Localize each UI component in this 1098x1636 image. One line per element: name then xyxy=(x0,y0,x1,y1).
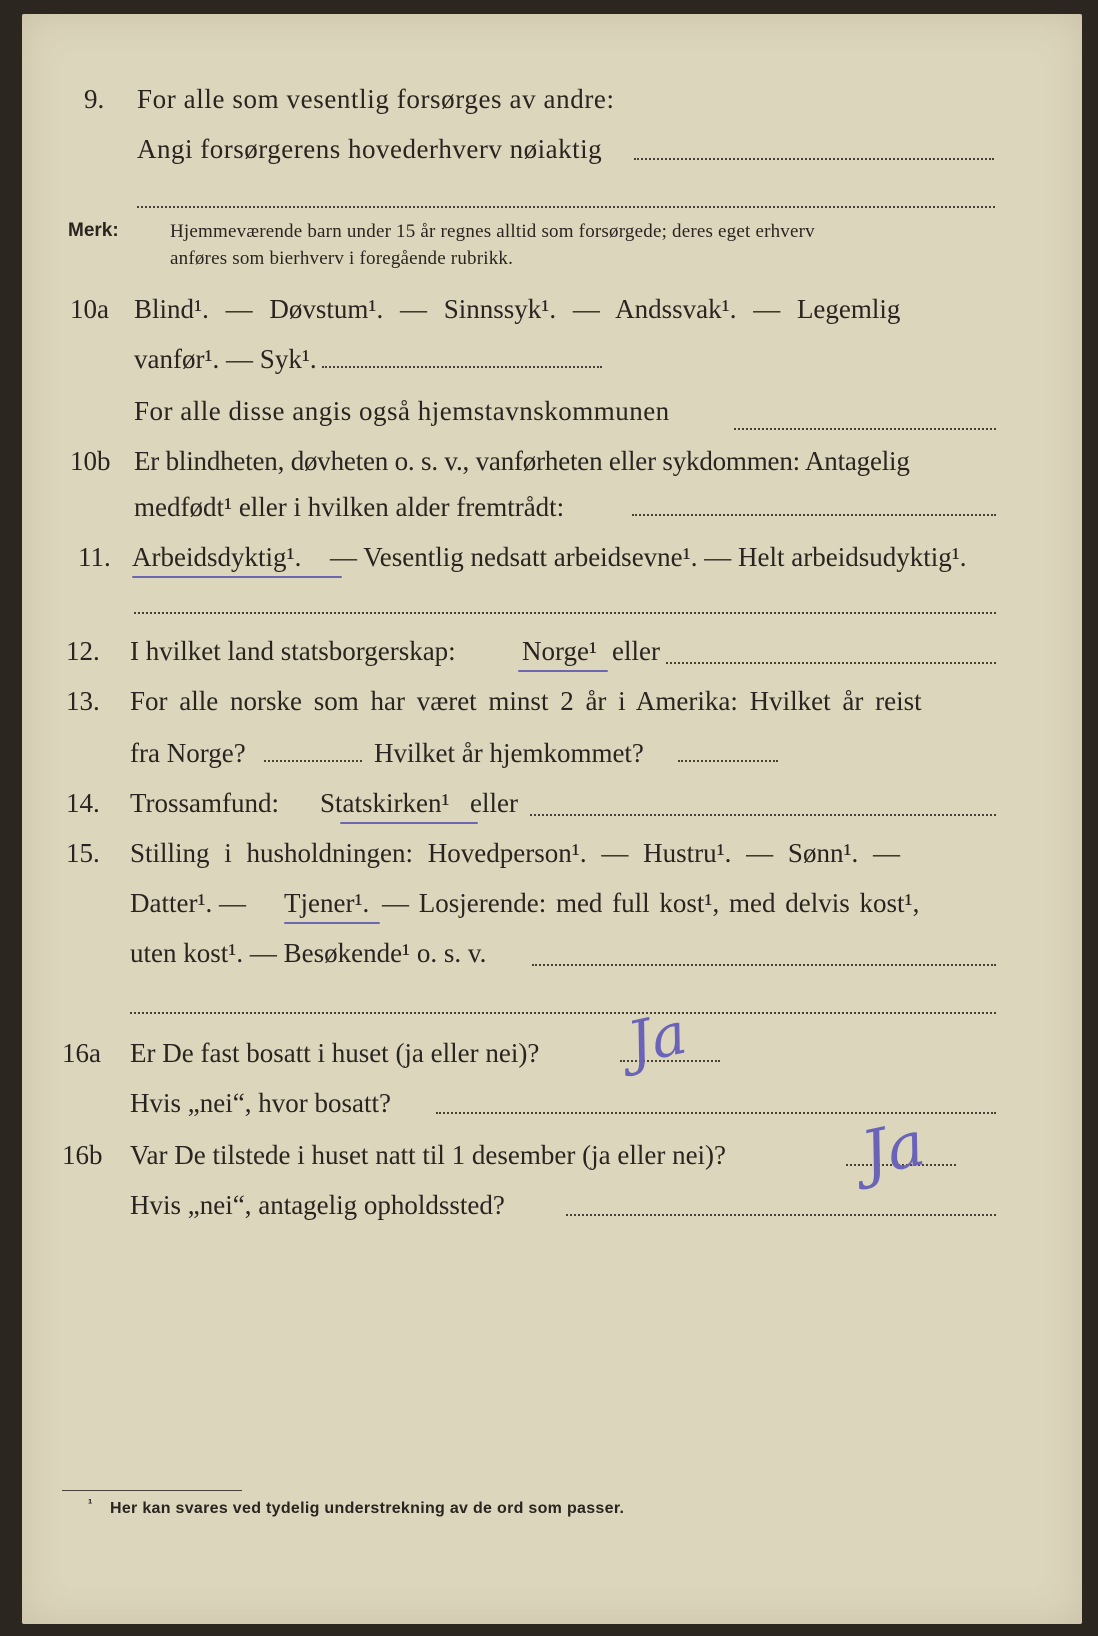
footnote-rule xyxy=(62,1490,242,1491)
q16a-number: 16a xyxy=(62,1038,101,1068)
q10b-answer-line xyxy=(632,514,996,516)
q15-line3: uten kost¹. — Besøkende¹ o. s. v. xyxy=(130,938,487,968)
q12-pencil-underline xyxy=(518,670,608,672)
q16b-question: Var De tilstede i huset natt til 1 desember (ja eller nei)? xyxy=(130,1140,727,1170)
q9-line1: For alle som vesentlig forsørges av andre: xyxy=(137,84,615,114)
q15-datter: Datter¹. — xyxy=(130,888,247,918)
q14-option-eller: eller xyxy=(470,788,518,818)
q16a-question: Er De fast bosatt i huset (ja eller nei)? xyxy=(130,1038,540,1068)
q12-option-eller: eller xyxy=(612,636,660,666)
q12-answer-line xyxy=(666,662,996,664)
q13-reist-answer-line xyxy=(264,760,362,762)
q10a-answer-line-2 xyxy=(734,428,996,430)
q12-question: I hvilket land statsborgerskap: xyxy=(130,636,456,666)
q15-answer-line xyxy=(532,964,996,966)
q12-option-norge: Norge¹ xyxy=(522,636,598,666)
q13-hjemkommet: Hvilket år hjemkommet? xyxy=(374,738,644,768)
q13-line1: For alle norske som har været minst 2 år i Amerika: Hvilket år reist xyxy=(130,686,922,716)
q15-answer-line-2 xyxy=(130,1012,996,1014)
q9-line2: Angi forsørgerens hovederhverv nøiaktig xyxy=(137,134,603,164)
q10a-line1: Blind¹. — Døvstum¹. — Sinnssyk¹. — Andssvak¹. — Legemlig xyxy=(134,294,901,324)
q11-other-options: — Vesentlig nedsatt arbeidsevne¹. — Helt arbeidsudyktig¹. xyxy=(330,542,967,572)
q16b-number: 16b xyxy=(62,1140,103,1170)
q14-option-statskirken: Statskirken¹ xyxy=(320,788,450,818)
q13-hjemkommet-answer-line xyxy=(678,760,778,762)
q15-number: 15. xyxy=(66,838,100,868)
q14-answer-line xyxy=(530,814,996,816)
q10b-number: 10b xyxy=(70,446,111,476)
q15-losjerende: — Losjerende: med full kost¹, med delvis kost¹, xyxy=(382,888,920,918)
q10a-answer-line xyxy=(322,366,602,368)
footnote-mark: ¹ xyxy=(88,1496,93,1511)
q15-pencil-underline xyxy=(284,922,380,924)
q11-number: 11. xyxy=(78,542,111,572)
q9-answer-line-2 xyxy=(137,206,995,208)
q16a-line2: Hvis „nei“, hvor bosatt? xyxy=(130,1088,391,1118)
q10a-line3: For alle disse angis også hjemstavnskommunen xyxy=(134,396,670,426)
q10b-line1: Er blindheten, døvheten o. s. v., vanførheten eller sykdommen: Antagelig xyxy=(134,446,910,476)
q10a-number: 10a xyxy=(70,294,109,324)
q16b-line2: Hvis „nei“, antagelig opholdssted? xyxy=(130,1190,505,1220)
footnote-text: Her kan svares ved tydelig understrekning av de ord som passer. xyxy=(110,1500,625,1517)
q11-pencil-underline xyxy=(132,576,342,578)
q15-option-tjener: Tjener¹. xyxy=(284,888,370,918)
q13-reist: fra Norge? xyxy=(130,738,246,768)
q14-number: 14. xyxy=(66,788,100,818)
q16b-handwritten-answer: Ja xyxy=(855,1106,931,1191)
merk-line2: anføres som bierhverv i foregående rubrikk. xyxy=(170,248,514,269)
merk-line1: Hjemmeværende barn under 15 år regnes alltid som forsørgede; deres eget erhverv xyxy=(170,221,815,242)
q14-pencil-underline xyxy=(340,822,478,824)
q12-number: 12. xyxy=(66,636,100,666)
merk-label: Merk: xyxy=(68,220,119,241)
q10a-line2: vanfør¹. — Syk¹. xyxy=(134,344,317,374)
q10b-line2: medfødt¹ eller i hvilken alder fremtrådt: xyxy=(134,492,565,522)
census-form-page xyxy=(22,14,1082,1624)
q9-answer-line xyxy=(634,158,994,160)
q11-answer-line xyxy=(134,612,996,614)
q15-line1: Stilling i husholdningen: Hovedperson¹. — Hustru¹. — Sønn¹. — xyxy=(130,838,901,868)
q16b-answer-line-2 xyxy=(566,1214,996,1216)
q9-number: 9. xyxy=(84,84,105,114)
q16a-handwritten-answer: Ja xyxy=(621,998,693,1078)
q14-question: Trossamfund: xyxy=(130,788,280,818)
q11-option-arbeidsdyktig: Arbeidsdyktig¹. xyxy=(132,542,302,572)
q13-number: 13. xyxy=(66,686,100,716)
